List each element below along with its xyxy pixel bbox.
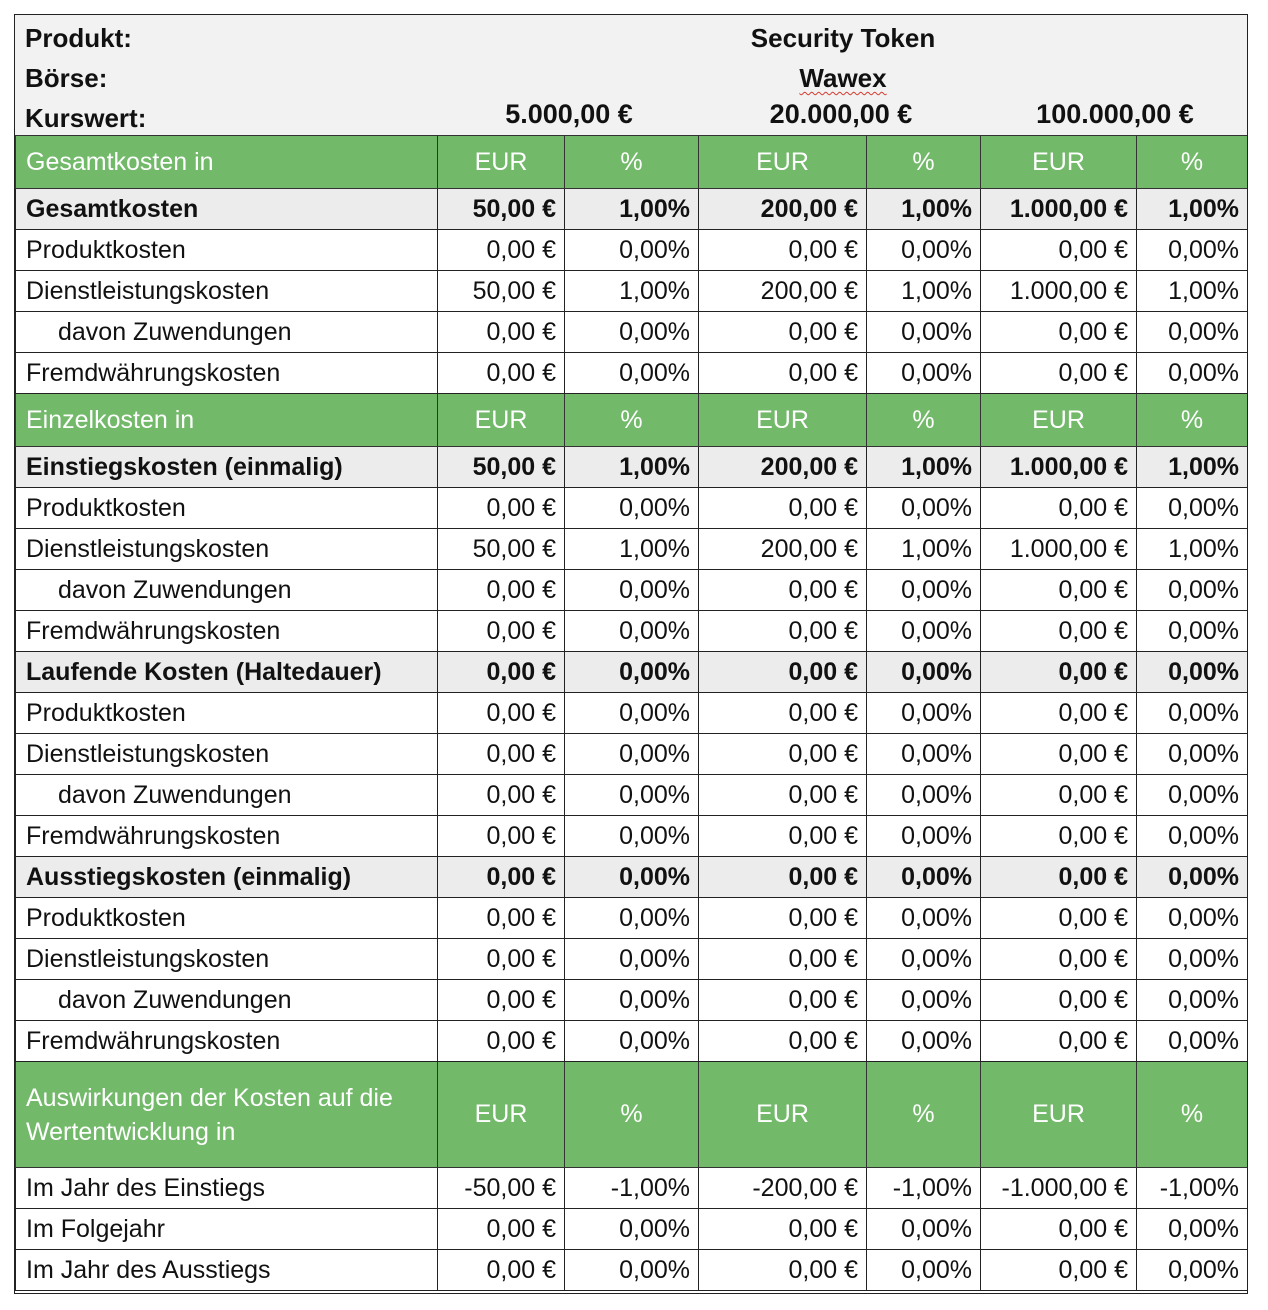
cell-eur: 0,00 € [438, 939, 565, 980]
table-row [16, 898, 1248, 939]
cell-eur: 0,00 € [981, 488, 1137, 529]
row-label-dienstleistungskosten: Dienstleistungskosten [16, 939, 438, 980]
cell-eur: 0,00 € [699, 1209, 867, 1250]
table-row [16, 980, 1248, 1021]
cell-percent: 0,00% [565, 898, 699, 939]
cell-percent: 0,00% [1137, 570, 1248, 611]
col-header-percent: % [1137, 136, 1248, 189]
table-row [16, 775, 1248, 816]
table-row [16, 271, 1248, 312]
cell-eur: 0,00 € [981, 898, 1137, 939]
col-header-percent: % [1137, 394, 1248, 447]
col-header-eur: EUR [699, 394, 867, 447]
cell-percent: 0,00% [867, 652, 981, 693]
cell-percent: 0,00% [867, 734, 981, 775]
cell-percent: 0,00% [565, 693, 699, 734]
cell-eur: 0,00 € [699, 353, 867, 394]
cell-eur: 0,00 € [699, 230, 867, 271]
table-row [16, 570, 1248, 611]
kurswert-5000: 5.000,00 € [505, 99, 633, 129]
cell-percent: 0,00% [565, 230, 699, 271]
table-row [16, 816, 1248, 857]
cell-percent: 0,00% [1137, 857, 1248, 898]
cell-eur: 0,00 € [699, 939, 867, 980]
table-row [16, 1021, 1248, 1062]
table-row [16, 488, 1248, 529]
cell-percent: 0,00% [867, 857, 981, 898]
cell-percent: 0,00% [867, 230, 981, 271]
cell-eur: 0,00 € [438, 1021, 565, 1062]
cell-percent: 0,00% [1137, 775, 1248, 816]
cell-percent: 0,00% [1137, 312, 1248, 353]
cell-eur: 50,00 € [438, 271, 565, 312]
col-header-eur: EUR [699, 136, 867, 189]
section-header [16, 394, 1248, 447]
cell-eur: 0,00 € [981, 1021, 1137, 1062]
cell-percent: 0,00% [565, 611, 699, 652]
col-header-percent: % [565, 1062, 699, 1168]
cell-eur: 200,00 € [699, 447, 867, 488]
cell-eur: 0,00 € [981, 230, 1137, 271]
cell-percent: 1,00% [565, 447, 699, 488]
cell-eur: 0,00 € [981, 734, 1137, 775]
col-header-percent: % [1137, 1062, 1248, 1168]
section-header [16, 1062, 1248, 1168]
col-header-eur: EUR [438, 394, 565, 447]
cell-eur: 0,00 € [438, 570, 565, 611]
cell-percent: 0,00% [1137, 488, 1248, 529]
cell-percent: 0,00% [867, 312, 981, 353]
cell-eur: 0,00 € [699, 857, 867, 898]
cell-percent: -1,00% [1137, 1168, 1248, 1209]
cell-percent: 0,00% [565, 734, 699, 775]
row-label-im-jahr-des-einstiegs: Im Jahr des Einstiegs [16, 1168, 438, 1209]
col-header-percent: % [565, 394, 699, 447]
col-header-eur: EUR [699, 1062, 867, 1168]
cell-percent: 0,00% [867, 488, 981, 529]
produkt-label: Produkt: [25, 23, 132, 53]
cell-percent: 0,00% [1137, 898, 1248, 939]
row-label-laufende-kosten-haltedauer: Laufende Kosten (Haltedauer) [16, 652, 438, 693]
cell-eur: 50,00 € [438, 447, 565, 488]
cell-eur: 0,00 € [438, 652, 565, 693]
cell-eur: 0,00 € [438, 312, 565, 353]
cell-eur: 0,00 € [981, 652, 1137, 693]
row-label-davon-zuwendungen: davon Zuwendungen [16, 775, 438, 816]
col-header-percent: % [867, 1062, 981, 1168]
cell-percent: 0,00% [565, 353, 699, 394]
cell-percent: 0,00% [565, 1209, 699, 1250]
cell-percent: 0,00% [565, 939, 699, 980]
kurswert-20000: 20.000,00 € [769, 99, 913, 129]
cell-percent: 0,00% [565, 1250, 699, 1291]
cell-eur: 0,00 € [981, 1209, 1137, 1250]
cell-percent: 0,00% [565, 816, 699, 857]
cell-eur: 0,00 € [438, 980, 565, 1021]
cell-eur: 0,00 € [699, 734, 867, 775]
row-label-produktkosten: Produktkosten [16, 693, 438, 734]
cell-eur: -50,00 € [438, 1168, 565, 1209]
produkt-value: Security Token [750, 23, 936, 53]
section-title: Gesamtkosten in [16, 136, 438, 189]
table-row [16, 734, 1248, 775]
cell-percent: 0,00% [1137, 734, 1248, 775]
col-header-eur: EUR [981, 1062, 1137, 1168]
cell-eur: 50,00 € [438, 189, 565, 230]
row-label-im-folgejahr: Im Folgejahr [16, 1209, 438, 1250]
cell-percent: 0,00% [1137, 611, 1248, 652]
row-label-fremdwaehrungskosten: Fremdwährungskosten [16, 611, 438, 652]
cell-percent: 1,00% [867, 447, 981, 488]
cell-eur: 0,00 € [981, 693, 1137, 734]
cell-eur: 200,00 € [699, 271, 867, 312]
col-header-percent: % [565, 136, 699, 189]
cell-eur: 0,00 € [438, 488, 565, 529]
cell-percent: 0,00% [565, 488, 699, 529]
section-title: Auswirkungen der Kosten auf die Wertentwicklung in [16, 1062, 438, 1168]
cell-percent: 1,00% [565, 529, 699, 570]
cell-eur: 1.000,00 € [981, 271, 1137, 312]
cell-percent: 1,00% [867, 271, 981, 312]
cell-percent: 0,00% [867, 353, 981, 394]
cell-percent: 0,00% [867, 693, 981, 734]
cell-eur: 0,00 € [438, 816, 565, 857]
cell-percent: 1,00% [1137, 529, 1248, 570]
cell-percent: 0,00% [565, 1021, 699, 1062]
cell-eur: 0,00 € [699, 570, 867, 611]
row-label-davon-zuwendungen: davon Zuwendungen [16, 980, 438, 1021]
cell-percent: 0,00% [867, 980, 981, 1021]
row-label-davon-zuwendungen: davon Zuwendungen [16, 312, 438, 353]
cell-eur: 0,00 € [438, 611, 565, 652]
table-row [16, 693, 1248, 734]
cell-eur: 0,00 € [438, 857, 565, 898]
cell-percent: 0,00% [867, 775, 981, 816]
cell-percent: 0,00% [1137, 353, 1248, 394]
cell-eur: 0,00 € [981, 980, 1137, 1021]
kurswert-label: Kurswert: [25, 103, 147, 133]
cell-percent: 0,00% [1137, 652, 1248, 693]
cell-percent: 0,00% [1137, 693, 1248, 734]
cell-percent: 0,00% [867, 1209, 981, 1250]
cell-percent: 0,00% [565, 652, 699, 693]
cell-percent: 0,00% [1137, 1209, 1248, 1250]
cell-eur: 0,00 € [699, 693, 867, 734]
cost-table [15, 135, 1248, 1291]
cell-percent: 0,00% [867, 939, 981, 980]
cell-eur: 0,00 € [438, 734, 565, 775]
table-row [16, 189, 1248, 230]
cell-percent: 0,00% [867, 816, 981, 857]
cell-eur: 0,00 € [981, 312, 1137, 353]
cost-table-sheet [14, 14, 1248, 1294]
cell-eur: 200,00 € [699, 189, 867, 230]
cell-eur: -1.000,00 € [981, 1168, 1137, 1209]
cell-eur: 0,00 € [699, 611, 867, 652]
cell-eur: 0,00 € [438, 1250, 565, 1291]
cell-percent: 0,00% [1137, 1021, 1248, 1062]
row-label-fremdwaehrungskosten: Fremdwährungskosten [16, 816, 438, 857]
cell-eur: -200,00 € [699, 1168, 867, 1209]
row-label-produktkosten: Produktkosten [16, 898, 438, 939]
row-label-davon-zuwendungen: davon Zuwendungen [16, 570, 438, 611]
cell-eur: 0,00 € [981, 353, 1137, 394]
table-row [16, 312, 1248, 353]
cell-eur: 1.000,00 € [981, 189, 1137, 230]
boerse-value: Wawex [799, 63, 887, 93]
row-label-produktkosten: Produktkosten [16, 230, 438, 271]
row-label-ausstiegskosten-einmalig: Ausstiegskosten (einmalig) [16, 857, 438, 898]
row-label-einstiegskosten-einmalig: Einstiegskosten (einmalig) [16, 447, 438, 488]
cell-eur: 0,00 € [981, 939, 1137, 980]
cell-percent: 1,00% [1137, 189, 1248, 230]
cell-percent: 1,00% [1137, 447, 1248, 488]
table-row [16, 652, 1248, 693]
boerse-label: Börse: [25, 63, 108, 93]
cell-eur: 0,00 € [981, 775, 1137, 816]
cell-eur: 0,00 € [699, 312, 867, 353]
cell-percent: 0,00% [1137, 980, 1248, 1021]
col-header-eur: EUR [981, 394, 1137, 447]
row-label-im-jahr-des-ausstiegs: Im Jahr des Ausstiegs [16, 1250, 438, 1291]
col-header-percent: % [867, 394, 981, 447]
table-row [16, 529, 1248, 570]
section-title: Einzelkosten in [16, 394, 438, 447]
cell-percent: 0,00% [867, 611, 981, 652]
cell-eur: 0,00 € [981, 857, 1137, 898]
cell-eur: 50,00 € [438, 529, 565, 570]
row-label-gesamtkosten: Gesamtkosten [16, 189, 438, 230]
cell-eur: 1.000,00 € [981, 529, 1137, 570]
cell-eur: 1.000,00 € [981, 447, 1137, 488]
col-header-eur: EUR [981, 136, 1137, 189]
row-label-dienstleistungskosten: Dienstleistungskosten [16, 734, 438, 775]
cell-eur: 0,00 € [981, 1250, 1137, 1291]
table-row [16, 230, 1248, 271]
cell-percent: 0,00% [565, 570, 699, 611]
cell-percent: 0,00% [867, 1021, 981, 1062]
cell-eur: 0,00 € [699, 898, 867, 939]
table-row [16, 1168, 1248, 1209]
cell-eur: 0,00 € [699, 980, 867, 1021]
row-label-dienstleistungskosten: Dienstleistungskosten [16, 529, 438, 570]
table-row [16, 1250, 1248, 1291]
cell-percent: 1,00% [867, 189, 981, 230]
cell-eur: 0,00 € [699, 1021, 867, 1062]
cell-percent: 0,00% [565, 775, 699, 816]
cell-eur: 0,00 € [699, 488, 867, 529]
cell-eur: 0,00 € [438, 1209, 565, 1250]
cell-eur: 0,00 € [981, 570, 1137, 611]
product-info-header [15, 15, 1247, 135]
cell-percent: 0,00% [565, 980, 699, 1021]
cell-eur: 0,00 € [699, 1250, 867, 1291]
table-row [16, 447, 1248, 488]
col-header-eur: EUR [438, 136, 565, 189]
cell-percent: 0,00% [867, 898, 981, 939]
row-label-fremdwaehrungskosten: Fremdwährungskosten [16, 353, 438, 394]
cell-percent: 0,00% [867, 570, 981, 611]
cell-eur: 0,00 € [438, 230, 565, 271]
cell-percent: 1,00% [1137, 271, 1248, 312]
table-row [16, 1209, 1248, 1250]
cell-eur: 0,00 € [438, 898, 565, 939]
row-label-produktkosten: Produktkosten [16, 488, 438, 529]
cell-eur: 0,00 € [981, 611, 1137, 652]
col-header-eur: EUR [438, 1062, 565, 1168]
cell-percent: 1,00% [565, 271, 699, 312]
cell-eur: 0,00 € [699, 775, 867, 816]
row-label-fremdwaehrungskosten: Fremdwährungskosten [16, 1021, 438, 1062]
row-label-dienstleistungskosten: Dienstleistungskosten [16, 271, 438, 312]
cell-eur: 0,00 € [438, 775, 565, 816]
cell-percent: 0,00% [1137, 230, 1248, 271]
cell-percent: 0,00% [565, 857, 699, 898]
cell-percent: 0,00% [867, 1250, 981, 1291]
cell-eur: 0,00 € [699, 816, 867, 857]
section-header [16, 136, 1248, 189]
cell-percent: 0,00% [1137, 816, 1248, 857]
table-row [16, 939, 1248, 980]
table-row [16, 611, 1248, 652]
cell-percent: 1,00% [867, 529, 981, 570]
cell-eur: 0,00 € [981, 816, 1137, 857]
cell-percent: 0,00% [565, 312, 699, 353]
cell-eur: 0,00 € [438, 693, 565, 734]
cell-percent: -1,00% [565, 1168, 699, 1209]
cell-eur: 0,00 € [699, 652, 867, 693]
cell-percent: -1,00% [867, 1168, 981, 1209]
cell-percent: 0,00% [1137, 939, 1248, 980]
cell-percent: 0,00% [1137, 1250, 1248, 1291]
cell-eur: 200,00 € [699, 529, 867, 570]
cell-eur: 0,00 € [438, 353, 565, 394]
cell-percent: 1,00% [565, 189, 699, 230]
col-header-percent: % [867, 136, 981, 189]
table-row [16, 353, 1248, 394]
kurswert-100000: 100.000,00 € [1036, 99, 1194, 129]
table-row [16, 857, 1248, 898]
